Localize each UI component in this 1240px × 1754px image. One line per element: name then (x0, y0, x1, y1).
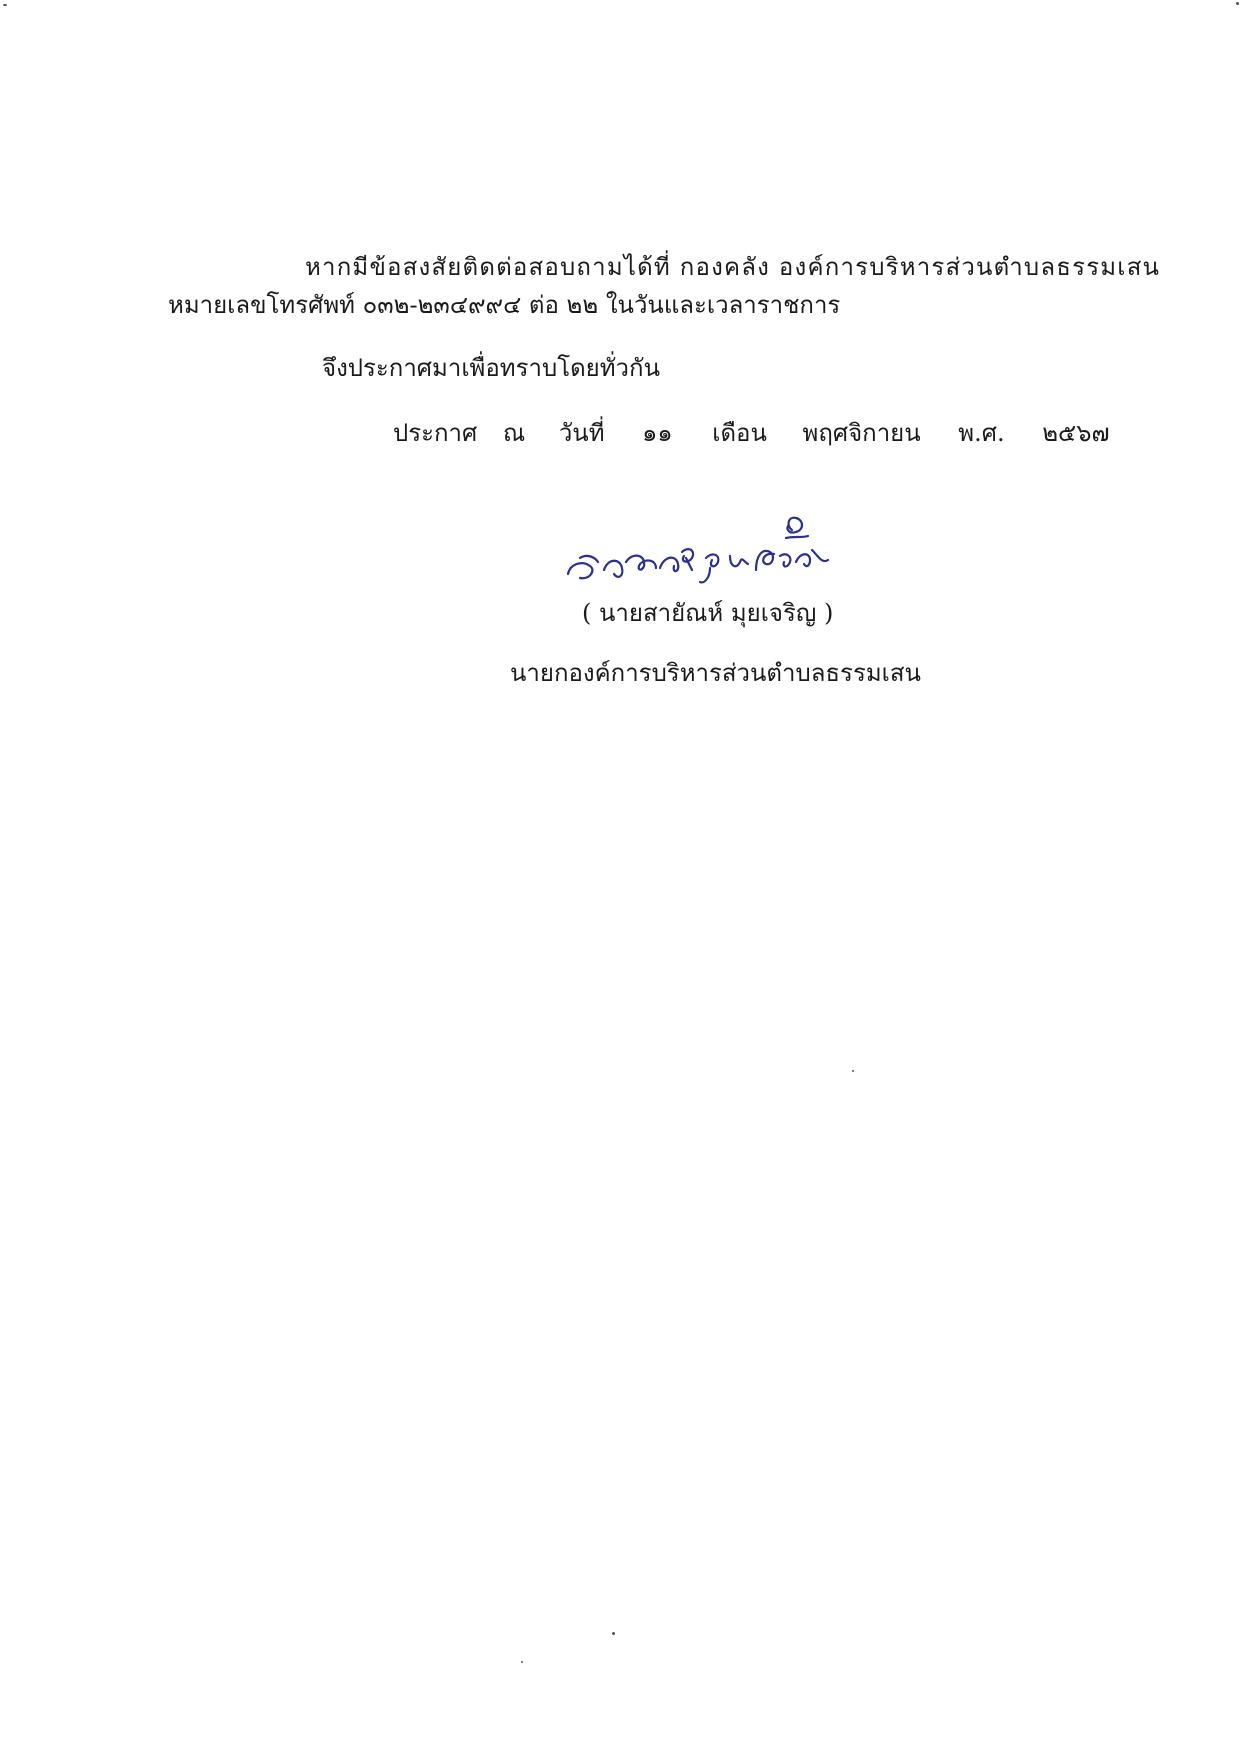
handwritten-signature (560, 512, 850, 596)
scan-speck (521, 1661, 523, 1663)
year-value: ๒๕๖๗ (1042, 419, 1110, 447)
signer-position-title: นายกองค์การบริหารส่วนตำบลธรรมเสน (510, 659, 921, 687)
day-value: ๑๑ (642, 419, 673, 447)
month-label: เดือน (712, 419, 767, 447)
scan-speck (1236, 2, 1239, 5)
day-label: วันที่ (558, 419, 605, 447)
date-prefix-label: ประกาศ (393, 419, 478, 447)
date-on-word: ณ (502, 419, 526, 447)
announcement-date-line (393, 418, 1110, 448)
contact-paragraph-line-2: หมายเลขโทรศัพท์ ๐๓๒-๒๓๔๙๙๔ ต่อ ๒๒ ในวันและเวลาราชการ (168, 291, 841, 319)
era-label: พ.ศ. (958, 419, 1005, 447)
scan-speck (852, 1070, 854, 1072)
signer-name: ( นายสายัณห์ มุยเจริญ ) (582, 599, 834, 627)
scan-speck (3, 4, 7, 6)
scan-speck (612, 1632, 615, 1635)
announcement-closing-text: จึงประกาศมาเพื่อทราบโดยทั่วกัน (322, 354, 660, 382)
month-value: พฤศจิกายน (802, 419, 921, 447)
contact-paragraph-line-1: หากมีข้อสงสัยติดต่อสอบถามได้ที่ กองคลัง องค์การบริหารส่วนตำบลธรรมเสน (305, 253, 1161, 281)
